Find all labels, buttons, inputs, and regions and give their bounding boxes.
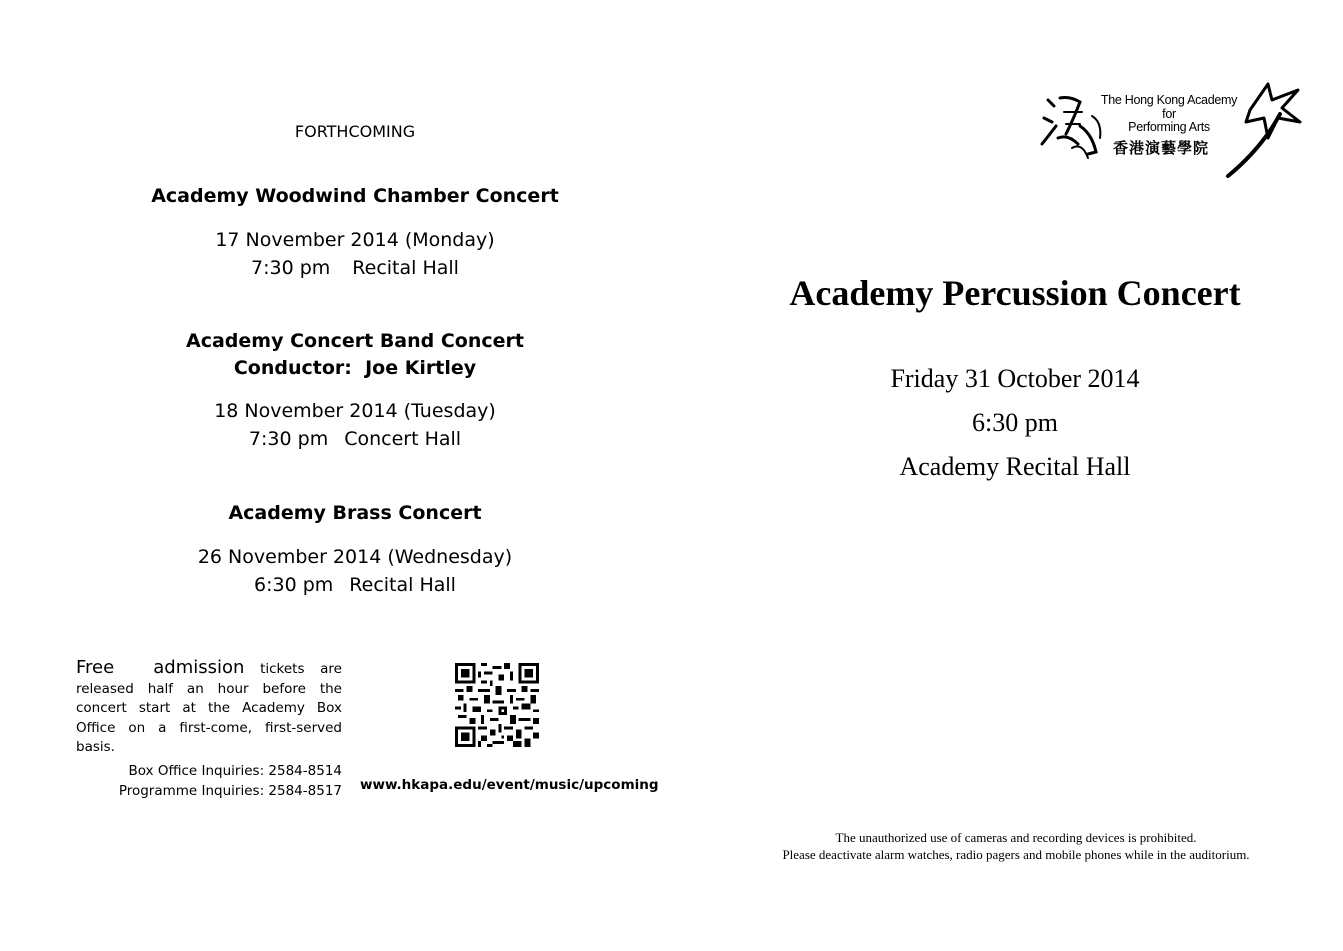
event-time: 6:30 pm [254,574,334,596]
event-conductor: Conductor: Joe Kirtley [233,357,477,379]
event-title: Academy Brass Concert [228,502,482,524]
event-time-venue [150,571,560,599]
event-brass [150,500,560,599]
event-venue: Recital Hall [352,257,459,279]
event-time-venue [150,254,560,282]
admission-lead: Free admission [76,657,245,678]
event-date: 26 November 2014 (Wednesday) [197,546,513,568]
event-time: 7:30 pm [248,428,329,450]
qr-code-icon [455,663,539,747]
programme-inquiries: Programme Inquiries: 2584-8517 [118,783,342,799]
event-venue: Recital Hall [349,574,456,596]
logo-line-3: Performing Arts [1128,120,1210,134]
concert-venue: Academy Recital Hall [899,452,1131,481]
event-title: Academy Woodwind Chamber Concert [151,185,559,207]
admission-body: tickets are released half an hour before the concert start at the Academy Box Office on a first-come, first-served basis. [76,661,342,755]
concert-time: 6:30 pm [972,408,1058,437]
concert-date: Friday 31 October 2014 [890,364,1140,393]
logo-line-1: The Hong Kong Academy [1100,93,1238,107]
website-link[interactable]: www.hkapa.edu/event/music/upcoming [360,777,659,793]
box-office-inquiries: Box Office Inquiries: 2584-8514 [128,763,342,779]
logo-english-name [1090,94,1248,135]
event-concert-band [150,328,560,453]
logo-line-2: for [1162,106,1176,121]
event-time-venue [150,425,560,453]
inquiries [76,761,342,801]
event-woodwind [150,183,560,282]
admission-info [76,658,342,758]
notice-line-1: The unauthorized use of cameras and recording devices is prohibited. [835,830,1197,845]
audience-notice [716,829,1316,863]
event-date: 18 November 2014 (Tuesday) [214,400,496,422]
event-title: Academy Concert Band Concert [186,330,524,352]
concert-title: Academy Percussion Concert [789,273,1241,313]
event-time: 7:30 pm [251,257,331,279]
event-venue: Concert Hall [344,428,462,450]
logo-chinese-name: 香港演藝學院 [1113,139,1210,157]
forthcoming-heading: FORTHCOMING [294,122,416,141]
event-date: 17 November 2014 (Monday) [215,229,495,251]
notice-line-2: Please deactivate alarm watches, radio pagers and mobile phones while in the auditorium. [782,847,1250,862]
